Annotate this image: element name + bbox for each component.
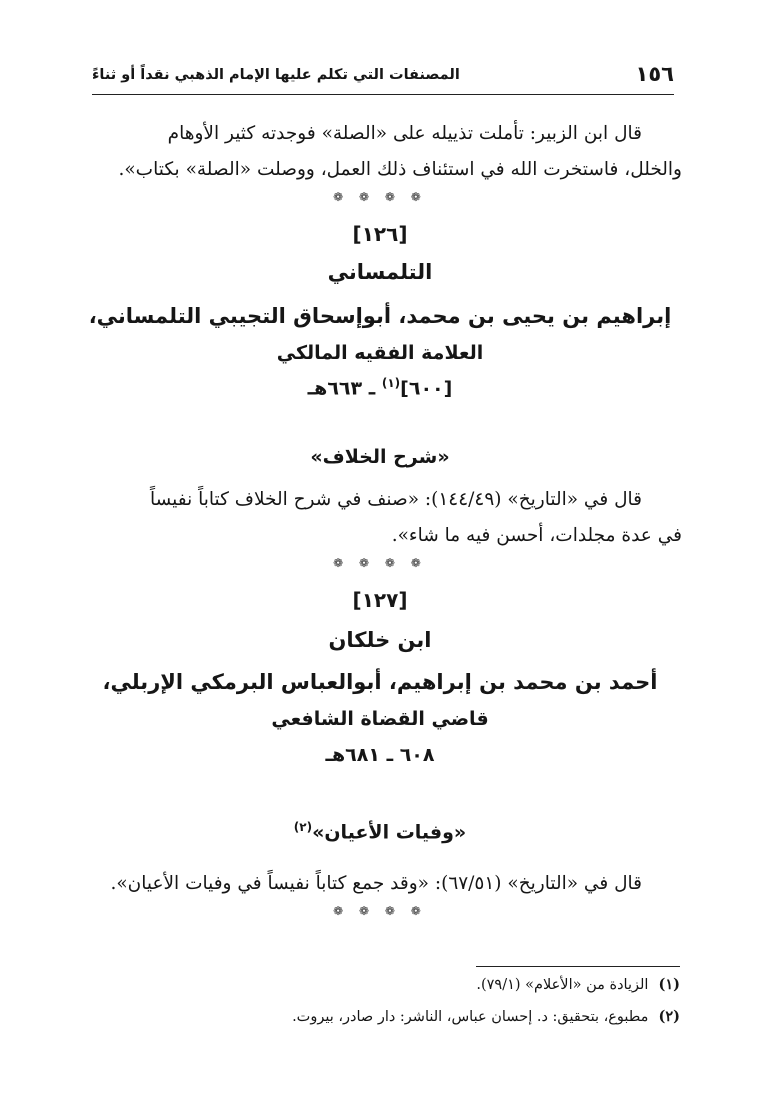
footnote-divider bbox=[476, 966, 680, 967]
entry-dates-end: ـ ٦٦٣هـ bbox=[307, 377, 382, 400]
entry-dates bbox=[0, 744, 760, 766]
entry-dates-start: [٦٠٠] bbox=[400, 377, 453, 400]
entry-description: قاضي القضاة الشافعي bbox=[271, 708, 489, 730]
entry-dates-end: ـ ٦٨١هـ bbox=[325, 744, 400, 766]
footnote-number: (٢) bbox=[658, 1008, 680, 1025]
entry-dates-start: ٦٠٨ bbox=[399, 744, 435, 766]
quote-line-2: في عدة مجلدات، أحسن فيه ما شاء». bbox=[391, 525, 682, 546]
footnote-ref-1: (١) bbox=[381, 376, 401, 390]
book-title-text: «شرح الخلاف» bbox=[310, 446, 450, 468]
section-separator: ❁ ❁ ❁ ❁ bbox=[333, 190, 427, 204]
footnote-number: (١) bbox=[658, 976, 680, 993]
book-title-text: «وفيات الأعيان» bbox=[312, 821, 467, 844]
footnote-ref-2: (٢) bbox=[293, 820, 313, 834]
intro-line-1: قال ابن الزبير: تأملت تذييله على «الصلة» فوجدته كثير الأوهام bbox=[167, 123, 642, 144]
entry-short-name: ابن خلكان bbox=[328, 628, 432, 652]
book-title bbox=[0, 820, 760, 843]
entry-description: العلامة الفقيه المالكي bbox=[276, 342, 484, 364]
entry-number: [١٢٧] bbox=[352, 588, 408, 612]
footnote-text: مطبوع، بتحقيق: د. إحسان عباس، الناشر: دار صادر، بيروت. bbox=[292, 1009, 649, 1025]
book-title bbox=[0, 446, 760, 468]
section-separator: ❁ ❁ ❁ ❁ bbox=[333, 556, 427, 570]
running-title: المصنفات التي تكلم عليها الإمام الذهبي نقداً أو ثناءً bbox=[92, 67, 460, 83]
page-number: ١٥٦ bbox=[635, 62, 674, 86]
entry-dates bbox=[0, 376, 760, 399]
entry-short-name: التلمساني bbox=[327, 260, 433, 284]
footnote-2 bbox=[80, 1008, 680, 1025]
footnote-text: الزيادة من «الأعلام» (٧٩/١). bbox=[476, 977, 649, 993]
entry-full-name: أحمد بن محمد بن إبراهيم، أبوالعباس البرمكي الإربلي، bbox=[102, 670, 658, 694]
quote-line-1: قال في «التاريخ» (٦٧/٥١): «وقد جمع كتاباً نفيساً في وفيات الأعيان». bbox=[110, 873, 642, 894]
footnote-1 bbox=[80, 976, 680, 993]
entry-full-name: إبراهيم بن يحيى بن محمد، أبوإسحاق التجيبي التلمساني، bbox=[88, 304, 672, 328]
quote-line-1: قال في «التاريخ» (١٤٤/٤٩): «صنف في شرح الخلاف كتاباً نفيساً bbox=[149, 489, 642, 510]
section-separator: ❁ ❁ ❁ ❁ bbox=[333, 904, 427, 918]
page-header bbox=[92, 62, 674, 95]
entry-number: [١٢٦] bbox=[352, 222, 408, 246]
intro-line-2: والخلل، فاستخرت الله في استئناف ذلك العمل، ووصلت «الصلة» بكتاب». bbox=[118, 159, 682, 180]
